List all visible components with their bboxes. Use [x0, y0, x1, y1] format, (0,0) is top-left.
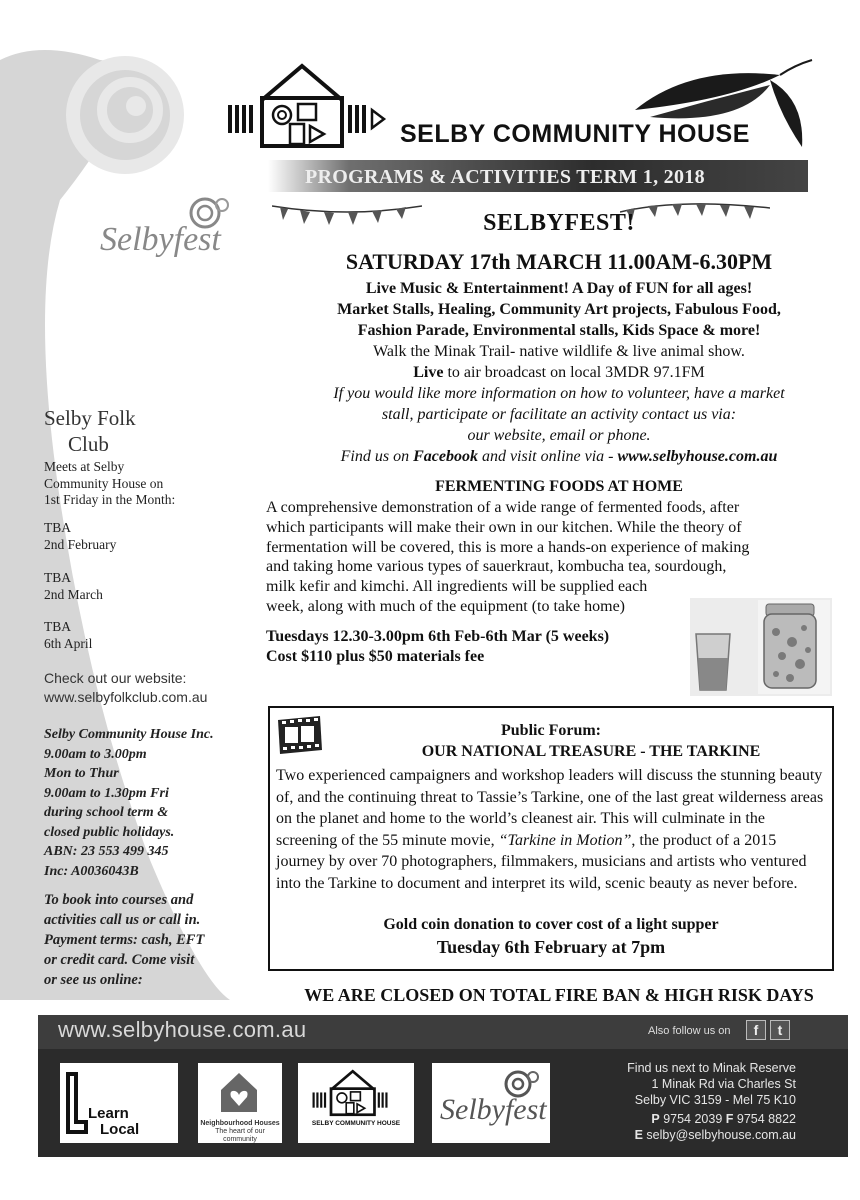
- booking-info: [44, 890, 264, 990]
- tba-label: TBA: [44, 570, 71, 585]
- fermenting-schedule: [266, 627, 609, 667]
- tba-date: 2nd March: [44, 586, 103, 602]
- nh-tagline: The heart of our community: [215, 1128, 265, 1143]
- selbyfest-footer-text: Selbyfest: [440, 1093, 547, 1126]
- house-info-line: closed public holidays.: [44, 824, 175, 840]
- cost-text: Cost $110 plus $50 materials fee: [266, 648, 485, 665]
- email-label: E: [634, 1128, 643, 1142]
- booking-line: Payment terms: cash, EFT: [44, 932, 205, 948]
- selbyfest-logo: [95, 195, 260, 260]
- email-link[interactable]: selby@selbyhouse.com.au: [646, 1128, 796, 1142]
- selbyfest-date: SATURDAY 17th MARCH 11.00AM-6.30PM: [345, 249, 773, 274]
- movie-title: “Tarkine in Motion”: [498, 831, 632, 849]
- selbyfest-line: stall, participate or facilitate an activity contact us via:: [381, 406, 737, 423]
- nh-name: Neighbourhood Houses: [200, 1120, 280, 1127]
- tba-date: 6th April: [44, 635, 93, 651]
- forum-body-text: Two experienced campaigners and workshop leaders will discuss the stunning beauty of, and the continuing threat to Tassie’s Tarkine, one of the last great wilderness areas on the planet and home to the world’s cleanest air. This will culminate in the screening of the 55 minute movie,: [276, 767, 824, 849]
- house-info-line: 9.00am to 1.30pm Fri: [44, 785, 169, 801]
- meets-line: 1st Friday in the Month:: [44, 492, 176, 507]
- meets-line: Community House on: [44, 475, 164, 491]
- fermenting-line: milk kefir and kimchi. All ingredients will be supplied each: [266, 578, 648, 596]
- fermenting-line: which participants will make their own in our kitchen. While the theory of: [266, 518, 742, 536]
- selbyfest-line: Walk the Minak Trail- native wildlife & live animal show.: [373, 343, 745, 360]
- forum-footer: [268, 915, 834, 959]
- selbyfest-line: Market Stalls, Healing, Community Art projects, Fabulous Food,: [337, 301, 781, 318]
- learn-local-text: [88, 1106, 139, 1138]
- folk-date-item: [44, 619, 264, 652]
- visit-text: and visit online via -: [477, 448, 618, 465]
- find-us-text: Find us on: [340, 448, 414, 465]
- live-label: Live: [413, 364, 444, 381]
- fermenting-line: and taking home various types of sauerkraut, kombucha tea, sourdough,: [266, 558, 727, 576]
- fermenting-title: FERMENTING FOODS AT HOME: [435, 478, 683, 495]
- fermenting-line: fermentation will be covered, this is more a hands-on experience of making: [266, 538, 750, 556]
- phone-line: [560, 1111, 796, 1127]
- twitter-icon[interactable]: t: [770, 1020, 790, 1040]
- forum-description: [276, 765, 828, 894]
- booking-line: To book into courses and: [44, 892, 194, 908]
- closed-notice: WE ARE CLOSED ON TOTAL FIRE BAN & HIGH RISK DAYS: [304, 985, 814, 1005]
- fax-label: F: [725, 1112, 734, 1126]
- contact-line: 1 Minak Rd via Charles St: [651, 1077, 796, 1091]
- contact-line: Selby VIC 3159 - Mel 75 K10: [634, 1093, 796, 1107]
- selbyfest-line: [266, 362, 852, 383]
- forum-heading-2: OUR NATIONAL TREASURE - THE TARKINE: [421, 743, 761, 760]
- selbyfest-line: Fashion Parade, Environmental stalls, Kids Space & more!: [357, 322, 761, 339]
- contact-line: Find us next to Minak Reserve: [627, 1061, 796, 1075]
- house-logo-icon: [228, 60, 388, 152]
- neighbourhood-houses-text: [200, 1120, 280, 1144]
- facebook-link[interactable]: Facebook: [413, 448, 478, 465]
- selbyfest-line: Live Music & Entertainment! A Day of FUN for all ages!: [365, 280, 753, 297]
- tba-label: TBA: [44, 619, 71, 634]
- folk-club-meets: [44, 459, 264, 509]
- selby-community-house-text: SELBY COMMUNITY HOUSE: [311, 1120, 401, 1127]
- footer-website-link[interactable]: www.selbyhouse.com.au: [58, 1017, 307, 1042]
- local-text: Local: [100, 1121, 140, 1138]
- fermenting-line: week, along with much of the equipment (to take home): [266, 597, 626, 615]
- gum-leaf-icon: [630, 55, 815, 150]
- house-info-line: ABN: 23 553 499 345: [44, 844, 169, 859]
- folk-club-title-1: Selby Folk: [44, 406, 136, 430]
- folk-club-link[interactable]: www.selbyfolkclub.com.au: [44, 689, 208, 705]
- house-info-line: Inc: A0036043B: [44, 863, 139, 879]
- forum-body-text: , the product of a 2015 journey by over 70 photographers, filmmakers, musicians and artists who ventured into the Tarkine to document and interpret its wild, scenic beauty as never before.: [276, 831, 807, 892]
- forum-heading-1: Public Forum:: [501, 722, 601, 739]
- website-link[interactable]: www.selbyhouse.com.au: [617, 448, 778, 465]
- selbyfest-title: SELBYFEST!: [483, 210, 635, 236]
- booking-line: activities call us or call in.: [44, 912, 201, 928]
- fax-number: 9754 8822: [736, 1112, 796, 1126]
- phone-number: 9754 2039: [663, 1112, 723, 1126]
- house-info-line: during school term &: [44, 805, 169, 820]
- selbyfest-line: [266, 446, 852, 467]
- folk-club-title: [44, 405, 264, 457]
- selbyfest-details: [266, 278, 852, 467]
- schedule-text: Tuesdays 12.30-3.00pm 6th Feb-6th Mar (5 weeks): [266, 628, 610, 645]
- house-logo-icon: [304, 1068, 408, 1118]
- meets-line: Meets at Selby: [44, 459, 125, 474]
- folk-date-item: [44, 570, 264, 603]
- selbyfest-logo-text: Selbyfest: [100, 221, 221, 258]
- email-line: [560, 1127, 796, 1143]
- donation-text: Gold coin donation to cover cost of a light supper: [383, 916, 719, 933]
- learn-text: Learn: [88, 1105, 129, 1122]
- tba-date: 2nd February: [44, 536, 117, 552]
- learn-local-mark-icon: [64, 1070, 90, 1136]
- folk-date-item: [44, 520, 264, 553]
- fermenting-line: A comprehensive demonstration of a wide range of fermented foods, after: [266, 499, 740, 516]
- folk-club-website: [44, 669, 264, 707]
- ferment-jar-photo: [690, 598, 832, 696]
- house-info-line: Mon to Thur: [44, 766, 119, 781]
- forum-date: Tuesday 6th February at 7pm: [436, 937, 666, 957]
- house-heart-icon: [218, 1070, 260, 1114]
- website-label: Check out our website:: [44, 670, 187, 686]
- house-info-line: Selby Community House Inc.: [44, 727, 214, 742]
- facebook-icon[interactable]: f: [746, 1020, 766, 1040]
- follow-us-label: Also follow us on: [648, 1025, 731, 1037]
- phone-label: P: [651, 1112, 660, 1126]
- selbyfest-line: If you would like more information on how to volunteer, have a market: [333, 385, 785, 402]
- house-info-line: 9.00am to 3.00pm: [44, 746, 147, 762]
- brand-name: SELBY COMMUNITY HOUSE: [400, 120, 750, 148]
- tba-label: TBA: [44, 520, 71, 535]
- contact-details: [560, 1060, 796, 1143]
- folk-club-title-2: Club: [68, 432, 109, 456]
- house-info: [44, 725, 264, 881]
- term-banner-text: PROGRAMS & ACTIVITIES TERM 1, 2018: [305, 166, 705, 188]
- booking-line: or see us online:: [44, 972, 143, 988]
- selbyfest-line: our website, email or phone.: [467, 427, 651, 444]
- broadcast-text: to air broadcast on local 3MDR 97.1FM: [443, 364, 705, 381]
- booking-line: or credit card. Come visit: [44, 952, 195, 968]
- forum-heading: [268, 720, 834, 762]
